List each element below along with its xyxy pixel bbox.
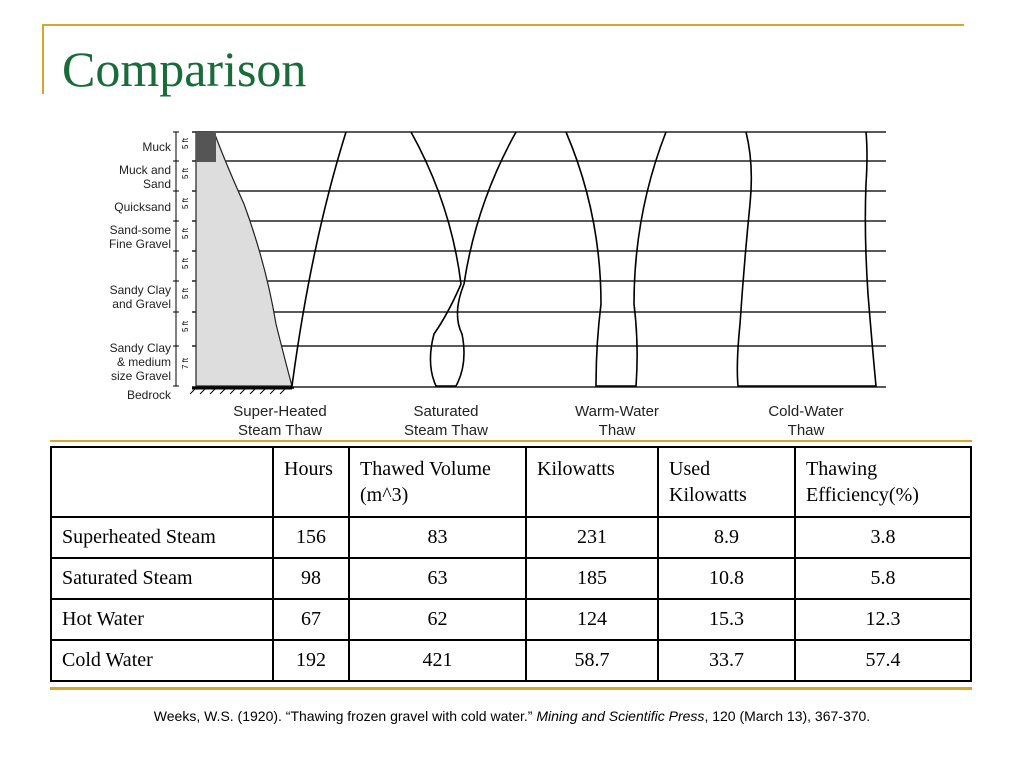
table-cell: 83 (349, 517, 526, 558)
row-label: Superheated Steam (51, 517, 273, 558)
table-cell: 57.4 (795, 640, 971, 681)
layer-label: Muck and (118, 163, 171, 177)
table-cell: 62 (349, 599, 526, 640)
superheated-profile (290, 132, 346, 388)
table-cell: 156 (273, 517, 349, 558)
table-cell: 124 (526, 599, 658, 640)
scale-labels (181, 137, 190, 369)
layer-label: Bedrock (126, 388, 171, 402)
table-cell: 63 (349, 558, 526, 599)
table-cell: 98 (273, 558, 349, 599)
layer-lines (192, 132, 886, 387)
muck-fill (196, 132, 216, 162)
soil-column (196, 132, 292, 386)
scale-label: 7 ft (181, 357, 190, 369)
table-row (51, 599, 971, 640)
table-top-rule (50, 440, 972, 442)
header-cell: Thawed Volume (m^3) (349, 447, 526, 517)
method-label: Thaw (787, 422, 825, 439)
table-cell: 12.3 (795, 599, 971, 640)
method-label: Thaw (598, 422, 636, 439)
layer-label: size Gravel (110, 369, 171, 383)
header-cell: Thawing Efficiency(%) (795, 447, 971, 517)
table-cell: 58.7 (526, 640, 658, 681)
layer-label: and Gravel (112, 297, 171, 311)
scale-label: 5 ft (181, 257, 190, 269)
table-cell: 5.8 (795, 558, 971, 599)
citation-journal: Mining and Scientific Press (536, 708, 705, 724)
table-row (51, 558, 971, 599)
layer-label: Sandy Clay (109, 341, 171, 355)
warm-water-profile (566, 132, 666, 386)
table-header-row (51, 447, 971, 517)
slide-frame-top (42, 24, 964, 26)
scale-label: 5 ft (181, 287, 190, 299)
thaw-profile-diagram (96, 124, 896, 442)
saturated-profile (411, 132, 516, 386)
citation (0, 708, 1024, 724)
header-cell: Hours (273, 447, 349, 517)
table-cell: 3.8 (795, 517, 971, 558)
table-cell: 421 (349, 640, 526, 681)
method-label: Saturated (413, 403, 479, 420)
table-cell: 10.8 (658, 558, 795, 599)
layer-label: Sandy Clay (109, 283, 171, 297)
comparison-table (50, 446, 972, 682)
table-cell: 8.9 (658, 517, 795, 558)
scale-label: 5 ft (181, 137, 190, 149)
method-label: Warm-Water (575, 403, 659, 420)
table-cell: 67 (273, 599, 349, 640)
row-label: Cold Water (51, 640, 273, 681)
header-cell: Used Kilowatts (658, 447, 795, 517)
depth-scale (173, 132, 179, 386)
citation-authors-title: Weeks, W.S. (1920). “Thawing frozen gravel with cold water.” (153, 708, 537, 724)
layer-label: Sand (142, 177, 171, 191)
table-bottom-rule (50, 687, 972, 690)
scale-label: 5 ft (181, 167, 190, 179)
table-cell: 33.7 (658, 640, 795, 681)
method-label: Steam Thaw (404, 422, 488, 439)
method-label: Super-Heated (233, 403, 327, 420)
layer-labels (109, 140, 172, 402)
table-cell: 192 (273, 640, 349, 681)
layer-label: Quicksand (114, 200, 171, 214)
method-labels (233, 403, 843, 439)
scale-label: 5 ft (181, 320, 190, 332)
scale-label: 5 ft (181, 227, 190, 239)
layer-label: & medium (116, 355, 171, 369)
header-cell (51, 447, 273, 517)
table-cell: 231 (526, 517, 658, 558)
row-label: Saturated Steam (51, 558, 273, 599)
table-row (51, 640, 971, 681)
method-label: Cold-Water (768, 403, 844, 420)
slide-frame-left (42, 24, 44, 94)
header-cell: Kilowatts (526, 447, 658, 517)
row-label: Hot Water (51, 599, 273, 640)
table-cell: 185 (526, 558, 658, 599)
slide-title: Comparison (62, 41, 307, 97)
table-row (51, 517, 971, 558)
layer-label: Muck (142, 140, 171, 154)
citation-details: , 120 (March 13), 367-370. (704, 708, 871, 724)
method-label: Steam Thaw (238, 422, 322, 439)
layer-label: Sand-some (109, 223, 171, 237)
scale-label: 5 ft (181, 197, 190, 209)
table-cell: 15.3 (658, 599, 795, 640)
layer-label: Fine Gravel (108, 237, 171, 251)
cold-water-profile (737, 132, 876, 386)
